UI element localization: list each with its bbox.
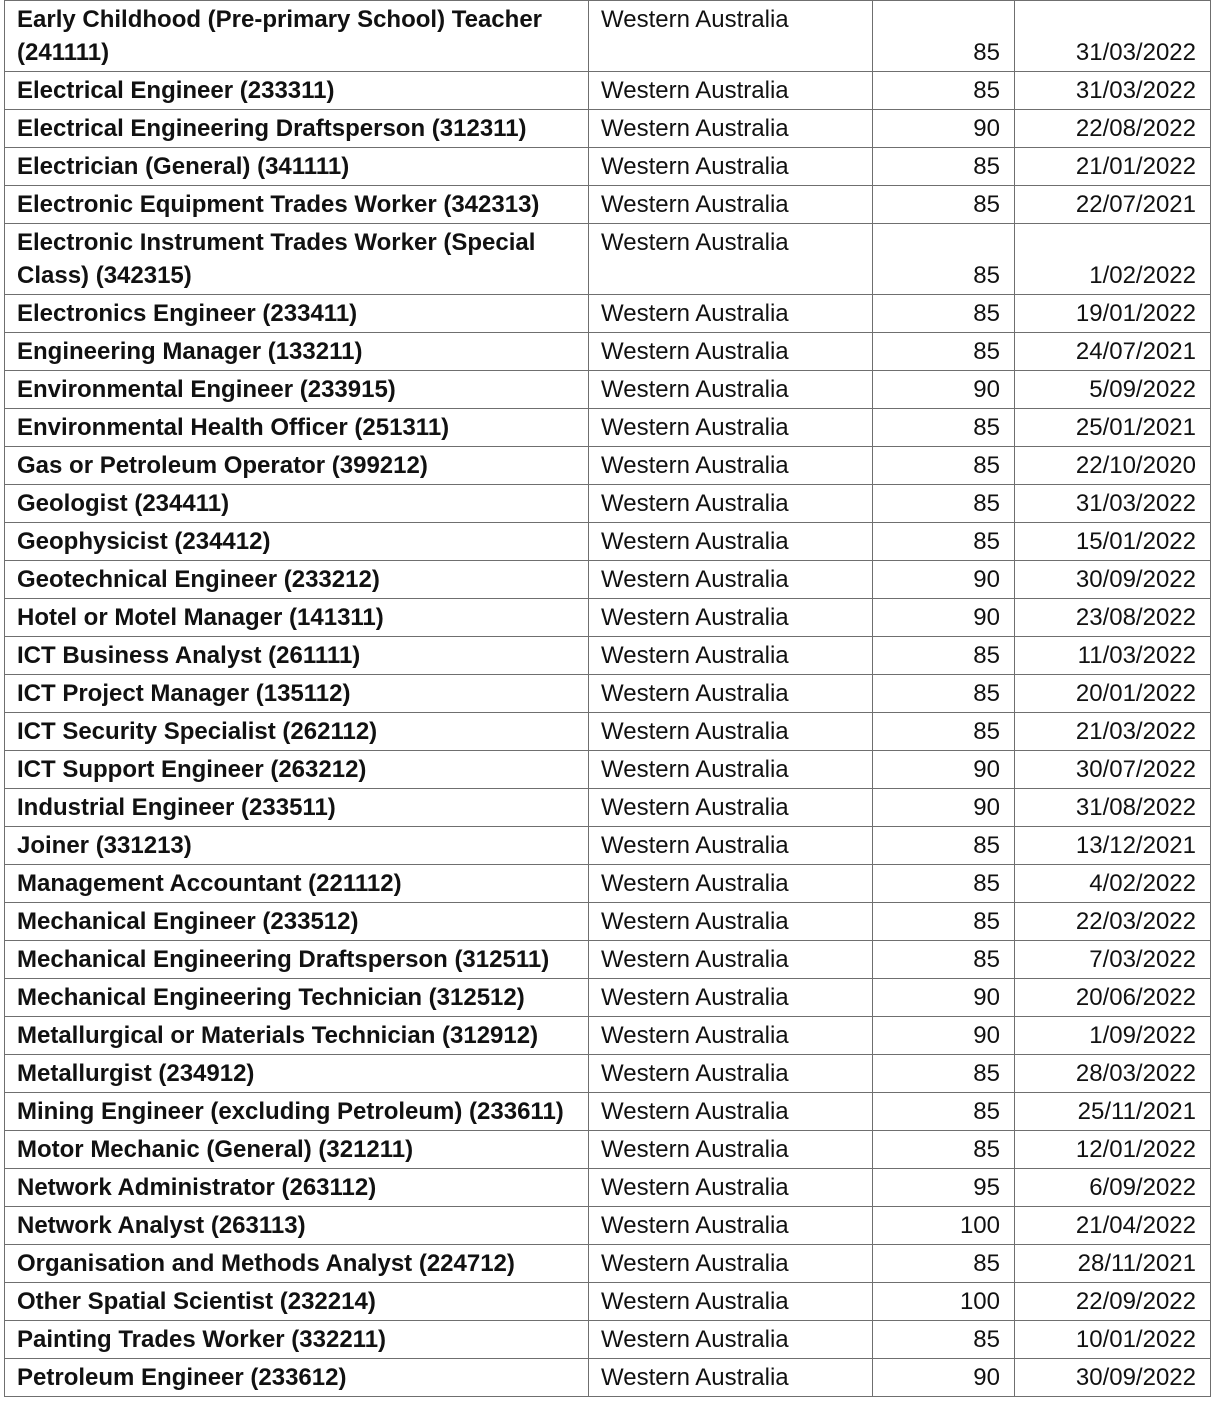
table-row <box>5 1283 1211 1321</box>
table-row <box>5 941 1211 979</box>
occupation-cell: Environmental Engineer (233915) <box>5 371 589 409</box>
table-row <box>5 1 1211 72</box>
date-cell: 25/01/2021 <box>1015 409 1211 447</box>
score-cell: 85 <box>873 865 1015 903</box>
score-cell: 85 <box>873 903 1015 941</box>
date-cell: 28/11/2021 <box>1015 1245 1211 1283</box>
state-cell: Western Australia <box>589 1131 873 1169</box>
score-cell: 90 <box>873 110 1015 148</box>
date-cell: 20/01/2022 <box>1015 675 1211 713</box>
state-cell: Western Australia <box>589 1093 873 1131</box>
score-cell: 90 <box>873 371 1015 409</box>
state-cell: Western Australia <box>589 637 873 675</box>
score-cell: 95 <box>873 1169 1015 1207</box>
date-cell: 28/03/2022 <box>1015 1055 1211 1093</box>
score-cell: 90 <box>873 561 1015 599</box>
score-cell: 85 <box>873 1 1015 72</box>
score-cell: 90 <box>873 599 1015 637</box>
occupation-cell: Industrial Engineer (233511) <box>5 789 589 827</box>
table-row <box>5 224 1211 295</box>
occupation-cell: Joiner (331213) <box>5 827 589 865</box>
score-cell: 85 <box>873 485 1015 523</box>
table-row <box>5 789 1211 827</box>
date-cell: 23/08/2022 <box>1015 599 1211 637</box>
table-row <box>5 1131 1211 1169</box>
occupation-cell: Environmental Health Officer (251311) <box>5 409 589 447</box>
score-cell: 85 <box>873 713 1015 751</box>
state-cell: Western Australia <box>589 1207 873 1245</box>
occupation-cell: Geotechnical Engineer (233212) <box>5 561 589 599</box>
date-cell: 22/08/2022 <box>1015 110 1211 148</box>
occupation-cell: Mechanical Engineering Technician (312512) <box>5 979 589 1017</box>
date-cell: 15/01/2022 <box>1015 523 1211 561</box>
state-cell: Western Australia <box>589 1359 873 1397</box>
occupation-cell: Other Spatial Scientist (232214) <box>5 1283 589 1321</box>
table-row <box>5 1093 1211 1131</box>
occupation-cell: Electronic Equipment Trades Worker (342313) <box>5 186 589 224</box>
occupation-cell: Mechanical Engineer (233512) <box>5 903 589 941</box>
score-cell: 85 <box>873 1055 1015 1093</box>
state-cell: Western Australia <box>589 1017 873 1055</box>
state-cell: Western Australia <box>589 371 873 409</box>
date-cell: 10/01/2022 <box>1015 1321 1211 1359</box>
date-cell: 31/03/2022 <box>1015 72 1211 110</box>
score-cell: 85 <box>873 1245 1015 1283</box>
date-cell: 21/03/2022 <box>1015 713 1211 751</box>
score-cell: 85 <box>873 333 1015 371</box>
state-cell: Western Australia <box>589 295 873 333</box>
occupation-cell: Network Administrator (263112) <box>5 1169 589 1207</box>
state-cell: Western Australia <box>589 72 873 110</box>
date-cell: 24/07/2021 <box>1015 333 1211 371</box>
score-cell: 85 <box>873 523 1015 561</box>
table-row <box>5 523 1211 561</box>
date-cell: 22/07/2021 <box>1015 186 1211 224</box>
date-cell: 11/03/2022 <box>1015 637 1211 675</box>
occupation-cell: Electrical Engineer (233311) <box>5 72 589 110</box>
state-cell: Western Australia <box>589 186 873 224</box>
state-cell: Western Australia <box>589 485 873 523</box>
occupation-cell: Metallurgical or Materials Technician (312912) <box>5 1017 589 1055</box>
occupation-table <box>4 0 1211 1397</box>
date-cell: 25/11/2021 <box>1015 1093 1211 1131</box>
date-cell: 22/10/2020 <box>1015 447 1211 485</box>
occupation-cell: Painting Trades Worker (332211) <box>5 1321 589 1359</box>
occupation-cell: Electrician (General) (341111) <box>5 148 589 186</box>
score-cell: 100 <box>873 1207 1015 1245</box>
table-row <box>5 72 1211 110</box>
score-cell: 85 <box>873 224 1015 295</box>
table-row <box>5 1207 1211 1245</box>
table-row <box>5 295 1211 333</box>
occupation-cell: ICT Business Analyst (261111) <box>5 637 589 675</box>
state-cell: Western Australia <box>589 1055 873 1093</box>
score-cell: 90 <box>873 789 1015 827</box>
occupation-cell: Petroleum Engineer (233612) <box>5 1359 589 1397</box>
occupation-cell: Early Childhood (Pre-primary School) Teacher (241111) <box>5 1 589 72</box>
state-cell: Western Australia <box>589 1169 873 1207</box>
table-row <box>5 599 1211 637</box>
state-cell: Western Australia <box>589 148 873 186</box>
date-cell: 7/03/2022 <box>1015 941 1211 979</box>
state-cell: Western Australia <box>589 713 873 751</box>
score-cell: 85 <box>873 675 1015 713</box>
state-cell: Western Australia <box>589 1 873 72</box>
date-cell: 31/08/2022 <box>1015 789 1211 827</box>
date-cell: 30/09/2022 <box>1015 561 1211 599</box>
state-cell: Western Australia <box>589 561 873 599</box>
score-cell: 85 <box>873 148 1015 186</box>
table-row <box>5 1017 1211 1055</box>
state-cell: Western Australia <box>589 523 873 561</box>
occupation-cell: Motor Mechanic (General) (321211) <box>5 1131 589 1169</box>
occupation-cell: Geologist (234411) <box>5 485 589 523</box>
date-cell: 12/01/2022 <box>1015 1131 1211 1169</box>
score-cell: 85 <box>873 186 1015 224</box>
occupation-cell: ICT Security Specialist (262112) <box>5 713 589 751</box>
occupation-cell: ICT Project Manager (135112) <box>5 675 589 713</box>
state-cell: Western Australia <box>589 333 873 371</box>
date-cell: 22/09/2022 <box>1015 1283 1211 1321</box>
table-row <box>5 1359 1211 1397</box>
state-cell: Western Australia <box>589 409 873 447</box>
occupation-cell: Electrical Engineering Draftsperson (312311) <box>5 110 589 148</box>
state-cell: Western Australia <box>589 865 873 903</box>
table-row <box>5 1321 1211 1359</box>
date-cell: 1/02/2022 <box>1015 224 1211 295</box>
occupation-cell: Metallurgist (234912) <box>5 1055 589 1093</box>
state-cell: Western Australia <box>589 1245 873 1283</box>
date-cell: 31/03/2022 <box>1015 1 1211 72</box>
table-row <box>5 1245 1211 1283</box>
date-cell: 21/01/2022 <box>1015 148 1211 186</box>
date-cell: 4/02/2022 <box>1015 865 1211 903</box>
score-cell: 90 <box>873 979 1015 1017</box>
score-cell: 85 <box>873 295 1015 333</box>
date-cell: 22/03/2022 <box>1015 903 1211 941</box>
state-cell: Western Australia <box>589 827 873 865</box>
score-cell: 85 <box>873 827 1015 865</box>
table-row <box>5 903 1211 941</box>
state-cell: Western Australia <box>589 979 873 1017</box>
state-cell: Western Australia <box>589 447 873 485</box>
table-row <box>5 447 1211 485</box>
state-cell: Western Australia <box>589 941 873 979</box>
table-row <box>5 1055 1211 1093</box>
table-row <box>5 333 1211 371</box>
occupation-cell: Management Accountant (221112) <box>5 865 589 903</box>
occupation-cell: Mechanical Engineering Draftsperson (312511) <box>5 941 589 979</box>
state-cell: Western Australia <box>589 789 873 827</box>
table-row <box>5 110 1211 148</box>
state-cell: Western Australia <box>589 1321 873 1359</box>
state-cell: Western Australia <box>589 903 873 941</box>
score-cell: 85 <box>873 1321 1015 1359</box>
score-cell: 85 <box>873 637 1015 675</box>
occupation-cell: Geophysicist (234412) <box>5 523 589 561</box>
date-cell: 20/06/2022 <box>1015 979 1211 1017</box>
table-row <box>5 637 1211 675</box>
occupation-cell: Electronics Engineer (233411) <box>5 295 589 333</box>
table-row <box>5 675 1211 713</box>
date-cell: 19/01/2022 <box>1015 295 1211 333</box>
state-cell: Western Australia <box>589 599 873 637</box>
date-cell: 1/09/2022 <box>1015 1017 1211 1055</box>
occupation-cell: Organisation and Methods Analyst (224712) <box>5 1245 589 1283</box>
table-row <box>5 371 1211 409</box>
table-row <box>5 1169 1211 1207</box>
score-cell: 85 <box>873 941 1015 979</box>
table-row <box>5 409 1211 447</box>
score-cell: 85 <box>873 1131 1015 1169</box>
occupation-cell: Gas or Petroleum Operator (399212) <box>5 447 589 485</box>
score-cell: 100 <box>873 1283 1015 1321</box>
occupation-cell: Electronic Instrument Trades Worker (Special Class) (342315) <box>5 224 589 295</box>
table-row <box>5 751 1211 789</box>
date-cell: 30/09/2022 <box>1015 1359 1211 1397</box>
table-row <box>5 186 1211 224</box>
occupation-cell: ICT Support Engineer (263212) <box>5 751 589 789</box>
table-row <box>5 148 1211 186</box>
table-row <box>5 485 1211 523</box>
table-row <box>5 865 1211 903</box>
state-cell: Western Australia <box>589 1283 873 1321</box>
date-cell: 6/09/2022 <box>1015 1169 1211 1207</box>
date-cell: 30/07/2022 <box>1015 751 1211 789</box>
date-cell: 31/03/2022 <box>1015 485 1211 523</box>
score-cell: 85 <box>873 447 1015 485</box>
state-cell: Western Australia <box>589 751 873 789</box>
table-row <box>5 561 1211 599</box>
state-cell: Western Australia <box>589 110 873 148</box>
score-cell: 90 <box>873 1017 1015 1055</box>
table-row <box>5 713 1211 751</box>
state-cell: Western Australia <box>589 675 873 713</box>
score-cell: 85 <box>873 72 1015 110</box>
score-cell: 85 <box>873 1093 1015 1131</box>
occupation-cell: Hotel or Motel Manager (141311) <box>5 599 589 637</box>
occupation-cell: Mining Engineer (excluding Petroleum) (233611) <box>5 1093 589 1131</box>
score-cell: 90 <box>873 751 1015 789</box>
occupation-cell: Network Analyst (263113) <box>5 1207 589 1245</box>
table-body <box>5 1 1211 1397</box>
state-cell: Western Australia <box>589 224 873 295</box>
score-cell: 85 <box>873 409 1015 447</box>
date-cell: 5/09/2022 <box>1015 371 1211 409</box>
date-cell: 13/12/2021 <box>1015 827 1211 865</box>
occupation-cell: Engineering Manager (133211) <box>5 333 589 371</box>
table-row <box>5 979 1211 1017</box>
score-cell: 90 <box>873 1359 1015 1397</box>
date-cell: 21/04/2022 <box>1015 1207 1211 1245</box>
table-row <box>5 827 1211 865</box>
